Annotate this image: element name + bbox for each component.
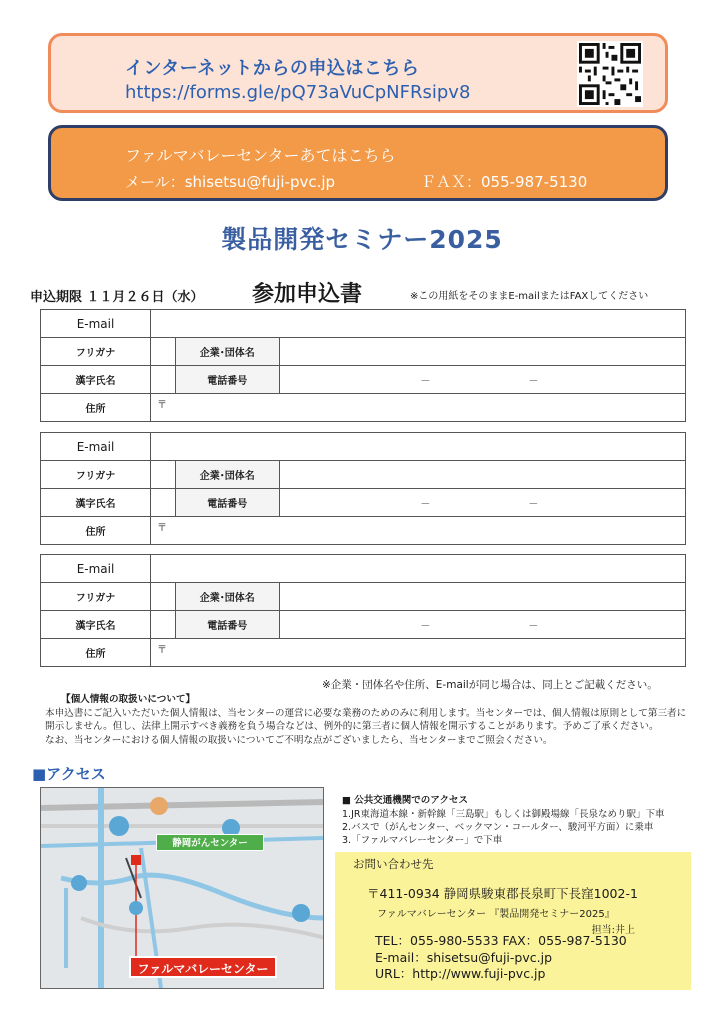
privacy-heading: 【個人情報の取扱いについて】	[61, 694, 196, 705]
kanji-name-field[interactable]	[151, 489, 176, 517]
furigana-field[interactable]	[151, 461, 176, 489]
contact-organization: ファルマバレーセンター 『製品開発セミナー2025』	[377, 909, 615, 920]
company-field[interactable]	[279, 461, 685, 489]
access-heading: ■アクセス	[32, 765, 106, 783]
application-deadline: 申込期限 １１月２６日（水）	[30, 290, 204, 305]
address-field[interactable]: 〒	[151, 394, 686, 422]
email-label: E-mail	[41, 433, 151, 461]
internet-apply-box	[48, 33, 668, 113]
contact-person: 担当:井上	[591, 925, 635, 936]
contact-tel-fax: TEL：055-980-5533 FAX：055-987-5130	[375, 933, 627, 948]
furigana-field[interactable]	[151, 583, 176, 611]
fax-email-box	[48, 125, 668, 201]
same-as-above-note: ※企業・団体名や住所、E-mailが同じ場合は、同上とご記載ください。	[322, 679, 658, 691]
phone-field[interactable]: － －	[279, 489, 685, 517]
phone-label: 電話番号	[175, 366, 279, 394]
privacy-policy	[45, 693, 695, 747]
email-field[interactable]	[151, 310, 686, 338]
kanji-name-field[interactable]	[151, 366, 176, 394]
transit-access	[342, 794, 664, 847]
qr-code-icon[interactable]	[577, 41, 643, 107]
email-label: E-mail	[41, 310, 151, 338]
company-field[interactable]	[279, 583, 685, 611]
map-label-cancer-center: 静岡がんセンター	[156, 834, 264, 851]
phone-label: 電話番号	[175, 611, 279, 639]
transit-step-2: 2.バスで（がんセンター、ベックマン・コールター、駿河平方面）に乗車	[342, 822, 654, 833]
phone-field[interactable]: － －	[279, 611, 685, 639]
contact-url[interactable]: URL：http://www.fuji-pvc.jp	[375, 966, 546, 981]
privacy-body-1: 本申込書にご記入いただいた個人情報は、当センターの運営に必要な業務のためのみに利用します。当センターでは、個人情報は原則として第三者に開示しません。但し、法律上開示すべき義務を負う場合などは、例外的に第三者に個人情報を開示することがあります。予めご了承ください。	[45, 707, 687, 732]
phone-field[interactable]: － －	[279, 366, 685, 394]
map-label-pharma-valley-center: ファルマバレーセンター	[129, 956, 277, 978]
contact-email[interactable]: E-mail：shisetsu@fuji-pvc.jp	[375, 949, 553, 965]
furigana-label: フリガナ	[41, 583, 151, 611]
transit-heading: ■ 公共交通機関でのアクセス	[342, 795, 468, 806]
kanji-name-label: 漢字氏名	[41, 366, 151, 394]
furigana-field[interactable]	[151, 338, 176, 366]
furigana-label: フリガナ	[41, 338, 151, 366]
applicant-form-1	[40, 309, 686, 422]
company-label: 企業･団体名	[175, 461, 279, 489]
contact-address: 〒411-0934 静岡県駿東郡長泉町下長窪1002-1	[367, 886, 638, 901]
privacy-body-2: なお、当センターにおける個人情報の取扱いについてご不明な点がございましたら、当センターまでご照会ください。	[45, 734, 553, 746]
address-field[interactable]: 〒	[151, 639, 686, 667]
address-label: 住所	[41, 517, 151, 545]
email-field[interactable]	[151, 433, 686, 461]
kanji-name-label: 漢字氏名	[41, 611, 151, 639]
company-label: 企業･団体名	[175, 583, 279, 611]
contact-box	[335, 852, 691, 990]
access-map	[40, 787, 324, 989]
address-label: 住所	[41, 639, 151, 667]
fax-box-email[interactable]: メール：shisetsu@fuji-pvc.jp	[125, 173, 336, 191]
application-url-link[interactable]: https://forms.gle/pQ73aVuCpNFRsipv8	[125, 82, 471, 103]
internet-apply-title: インターネットからの申込はこちら	[125, 58, 420, 79]
kanji-name-field[interactable]	[151, 611, 176, 639]
seminar-title: 製品開発セミナー2025	[221, 225, 503, 254]
application-form-title: 参加申込書	[252, 282, 363, 307]
applicant-form-3	[40, 554, 686, 667]
contact-heading: お問い合わせ先	[353, 857, 434, 871]
fax-box-fax-number: ＦＡＸ：055-987-5130	[421, 173, 588, 191]
company-label: 企業･団体名	[175, 338, 279, 366]
furigana-label: フリガナ	[41, 461, 151, 489]
fax-box-title: ファルマバレーセンターあてはこちら	[125, 146, 396, 165]
applicant-form-2	[40, 432, 686, 545]
transit-step-1: 1.JR東海道本線・新幹線「三島駅」もしくは御殿場線「長泉なめり駅」下車	[342, 809, 665, 820]
email-field[interactable]	[151, 555, 686, 583]
kanji-name-label: 漢字氏名	[41, 489, 151, 517]
company-field[interactable]	[279, 338, 685, 366]
phone-label: 電話番号	[175, 489, 279, 517]
email-label: E-mail	[41, 555, 151, 583]
address-label: 住所	[41, 394, 151, 422]
address-field[interactable]: 〒	[151, 517, 686, 545]
transit-step-3: 3.「ファルマバレーセンター」で下車	[342, 835, 503, 846]
send-instruction-note: ※この用紙をそのままE-mailまたはFAXしてください	[410, 291, 649, 302]
